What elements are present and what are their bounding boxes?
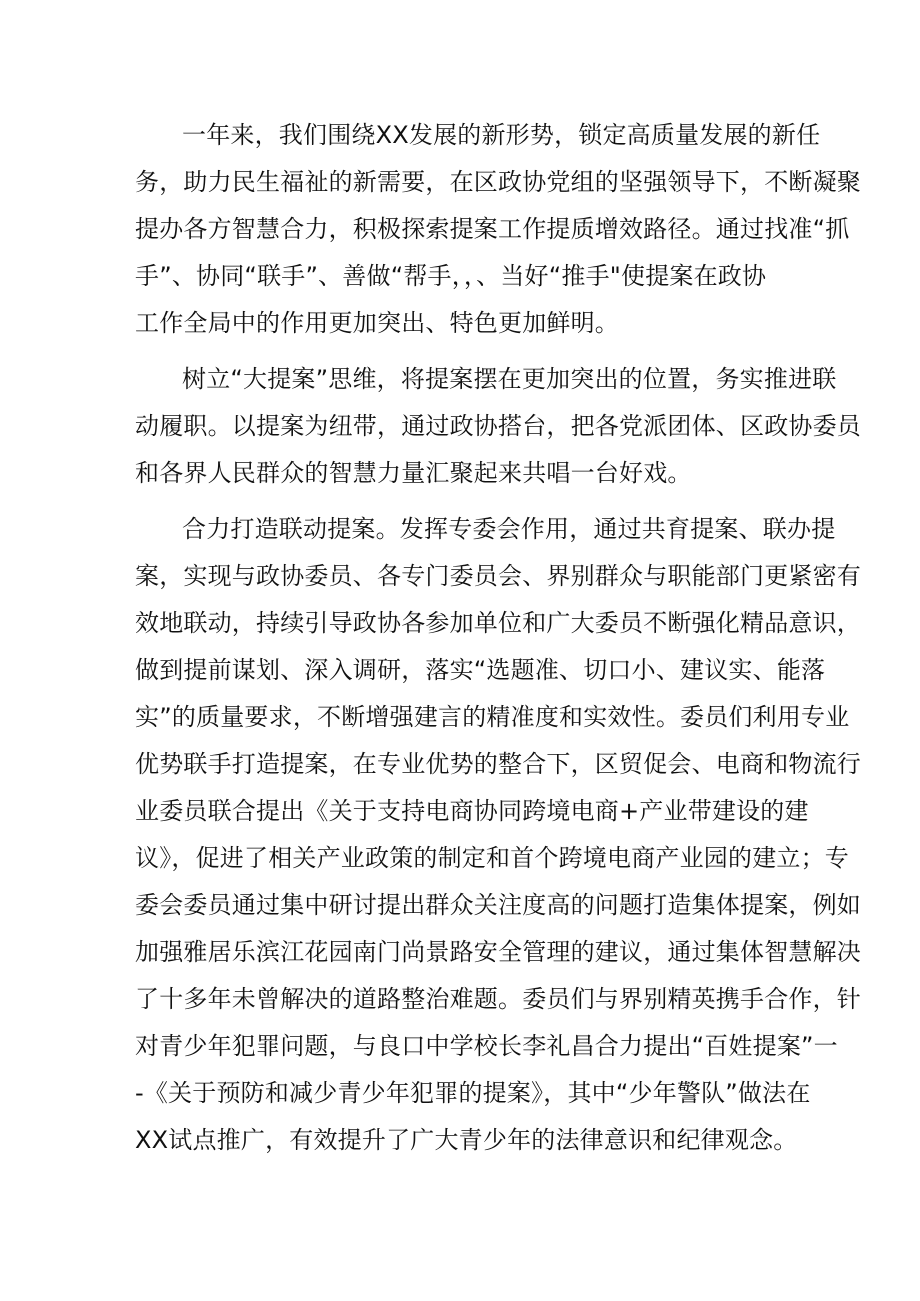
text-line: 案，实现与政协委员、各专门委员会、界别群众与职能部门更紧密有 bbox=[135, 562, 861, 590]
paragraph-1 bbox=[135, 112, 861, 347]
text-line: XX试点推广，有效提升了广大青少年的法律意识和纪律观念。 bbox=[135, 1126, 798, 1154]
paragraph-3 bbox=[135, 506, 861, 1164]
paragraph-2 bbox=[135, 356, 861, 497]
text-line: 和各界人民群众的智慧力量汇聚起来共唱一台好戏。 bbox=[135, 459, 692, 487]
text-line: 效地联动，持续引导政协各参加单位和广大委员不断强化精品意识， bbox=[135, 609, 861, 637]
text-line: 了十多年未曾解决的道路整治难题。委员们与界别精英携手合作，针 bbox=[135, 985, 861, 1013]
text-line: 对青少年犯罪问题，与良口中学校长李礼昌合力提出“百姓提案”一 bbox=[135, 1032, 838, 1060]
text-line: 工作全局中的作用更加突出、特色更加鲜明。 bbox=[135, 309, 619, 337]
text-line: 议》，促进了相关产业政策的制定和首个跨境电商产业园的建立；专 bbox=[135, 844, 849, 872]
text-line: 务，助力民生福祉的新需要，在区政协党组的坚强领导下，不断凝聚 bbox=[135, 168, 861, 196]
text-line: 委会委员通过集中研讨提出群众关注度高的问题打造集体提案，例如 bbox=[135, 891, 861, 919]
text-line: 手”、协同“联手”、善做“帮手，，、当好“推手"使提案在政协 bbox=[135, 262, 767, 290]
text-line: 实”的质量要求，不断增强建言的精准度和实效性。委员们利用专业 bbox=[135, 703, 850, 731]
text-line: 做到提前谋划、深入调研，落实“选题准、切口小、建议实、能落 bbox=[135, 656, 826, 684]
text-line: 一年来，我们围绕XX发展的新形势，锁定高质量发展的新任 bbox=[182, 121, 821, 149]
text-line: 合力打造联动提案。发挥专委会作用，通过共育提案、联办提 bbox=[182, 515, 836, 543]
document-body bbox=[135, 112, 861, 1164]
text-line: 优势联手打造提案，在专业优势的整合下，区贸促会、电商和物流行 bbox=[135, 750, 861, 778]
text-line: 加强雅居乐滨江花园南门尚景路安全管理的建议，通过集体智慧解决 bbox=[135, 938, 861, 966]
text-line: 提办各方智慧合力，积极探索提案工作提质增效路径。通过找准“抓 bbox=[135, 215, 850, 243]
text-line: -《关于预防和减少青少年犯罪的提案》，其中“少年警队”做法在 bbox=[135, 1079, 811, 1107]
text-line: 树立“大提案”思维，将提案摆在更加突出的位置，务实推进联 bbox=[182, 365, 837, 393]
text-line: 业委员联合提出《关于支持电商协同跨境电商+产业带建设的建 bbox=[135, 797, 809, 825]
text-line: 动履职。以提案为纽带，通过政协搭台，把各党派团体、区政协委员 bbox=[135, 412, 861, 440]
